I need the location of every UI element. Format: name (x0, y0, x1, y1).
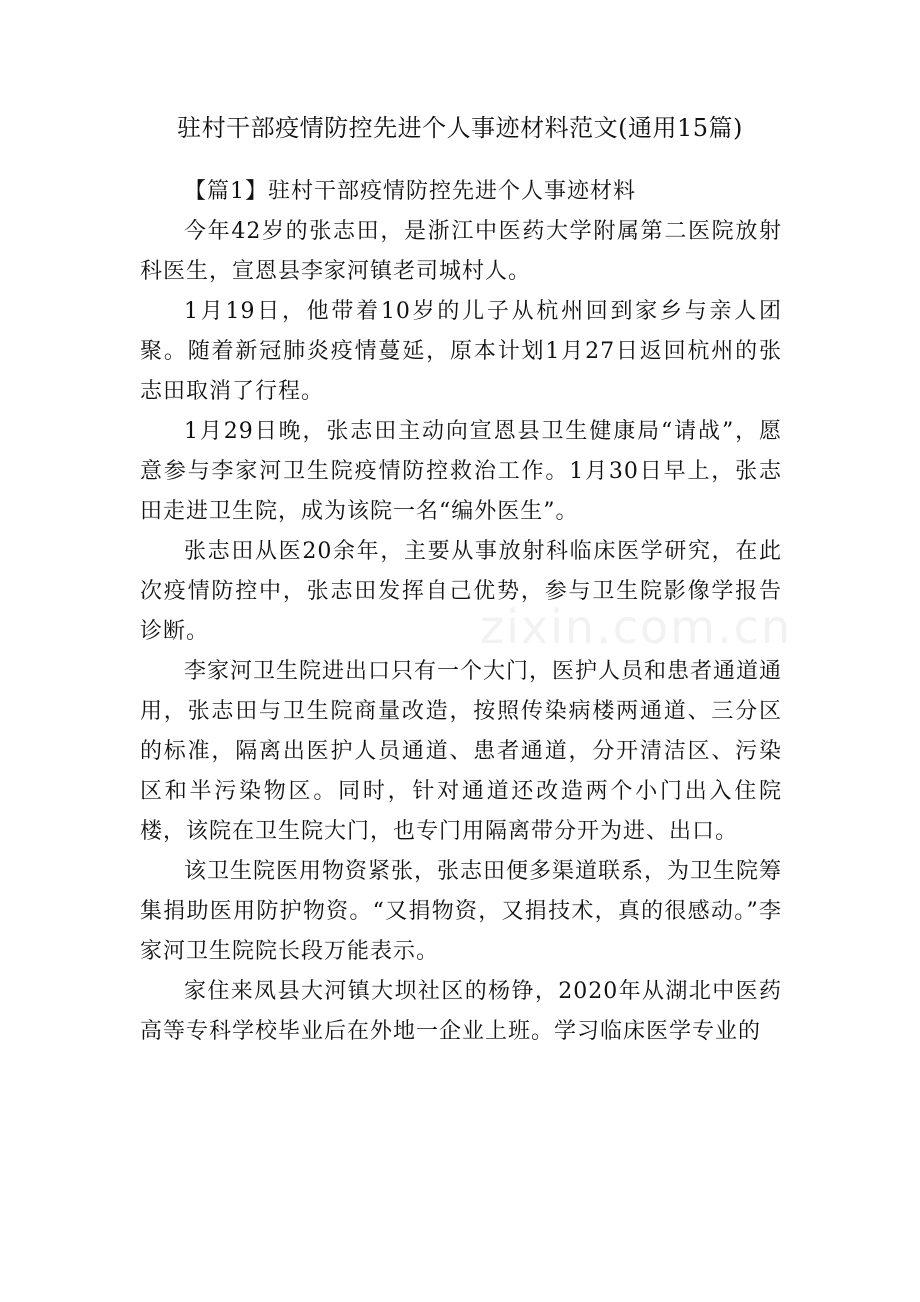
watermark: zixin.com.cn (480, 600, 793, 654)
paragraph: 今年42岁的张志田，是浙江中医药大学附属第二医院放射科医生，宣恩县李家河镇老司城村人。 (140, 219, 782, 284)
paragraph: 1月29日晚，张志田主动向宣恩县卫生健康局“请战”，愿意参与李家河卫生院疫情防控救治工作。1月30日早上，张志田走进卫生院，成为该院一名“编外医生”。 (140, 419, 782, 524)
paragraph: 1月19日，他带着10岁的儿子从杭州回到家乡与亲人团聚。随着新冠肺炎疫情蔓延，原本计划1月27日返回杭州的张志田取消了行程。 (140, 299, 782, 404)
paragraph: 李家河卫生院进出口只有一个大门，医护人员和患者通道通用，张志田与卫生院商量改造，按照传染病楼两通道、三分区的标准，隔离出医护人员通道、患者通道，分开清洁区、污染区和半污染物区。同时，针对通道还改造两个小门出入住院楼，该院在卫生院大门，也专门用隔离带分开为进、出口。 (140, 659, 783, 844)
document-title: 驻村干部疫情防控先进个人事迹材料范文(通用15篇) (177, 114, 743, 142)
paragraph: 家住来凤县大河镇大坝社区的杨铮，2020年从湖北中医药高等专科学校毕业后在外地一企业上班。学习临床医学专业的 (140, 979, 782, 1044)
section-heading: 【篇1】驻村干部疫情防控先进个人事迹材料 (184, 179, 636, 204)
paragraph: 该卫生院医用物资紧张，张志田便多渠道联系，为卫生院筹集捐助医用防护物资。“又捐物资，又捐技术，真的很感动。”李家河卫生院院长段万能表示。 (140, 859, 783, 964)
paragraph: 张志田从医20余年，主要从事放射科临床医学研究，在此次疫情防控中，张志田发挥自己优势，参与卫生院影像学报告诊断。 (140, 539, 782, 644)
